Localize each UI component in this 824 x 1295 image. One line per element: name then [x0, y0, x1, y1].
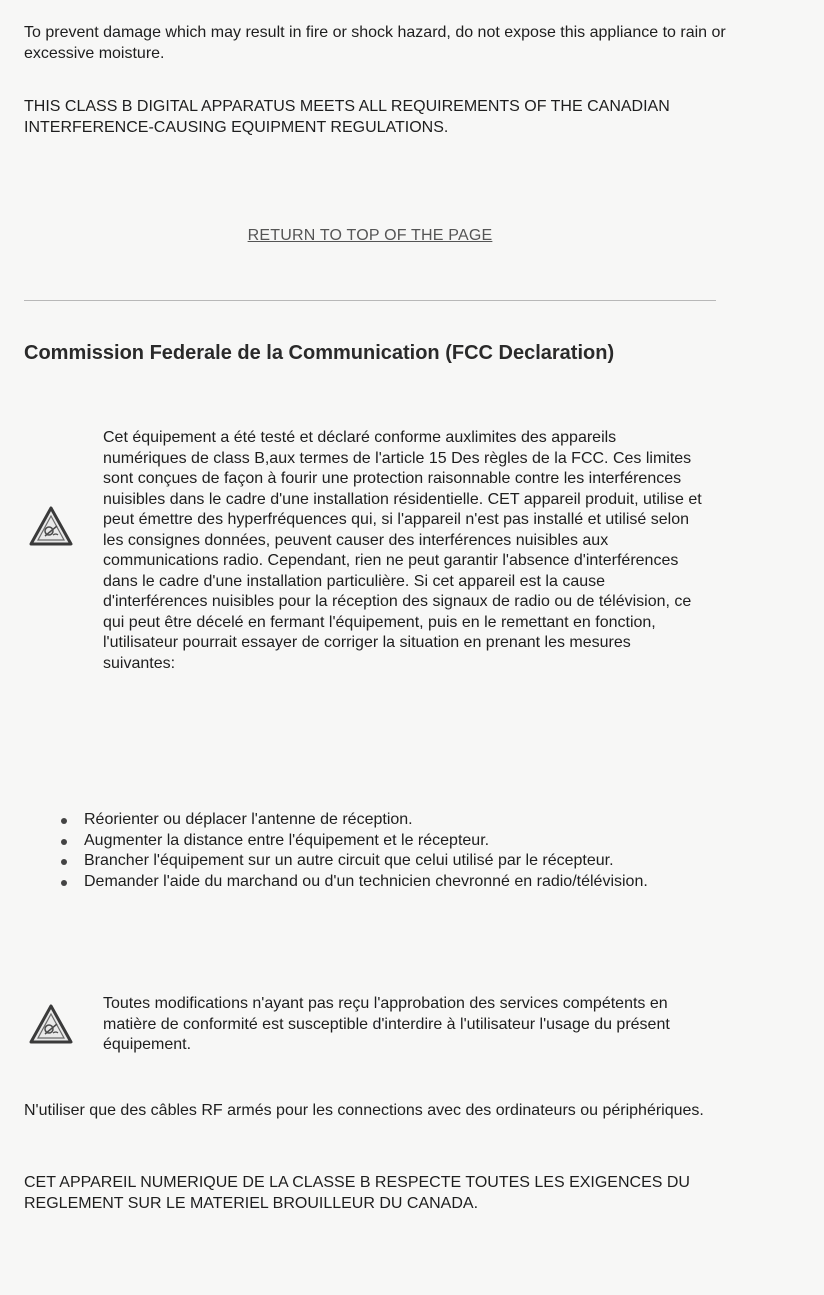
- fcc-notice-text: Cet équipement a été testé et déclaré conforme auxlimites des appareils numériques de class B,aux termes de l'article 15 Des règles de la FCC. Ces limites sont conçues de façon à fourir une protection raisonnable contre les interférences nuisibles dans le cadre d'une installation résidentielle. CET appareil produit, utilise et peut émettre des hyperfréquences qui, si l'appareil n'est pas installé et utilisé selon les consignes données, peuvent causer des interférences nuisibles aux communications radio. Cependant, rien ne peut garantir l'absence d'interférences dans le cadre d'une installation particulière. Si cet appareil est la cause d'interférences nuisibles pour la réception des signaux de radio ou de télévision, ce qui peut être décelé en fermant l'équipement, puis en le remettant en fonction, l'utilisateur pourrait essayer de corriger la situation en prenant les mesures suivantes:: [103, 429, 702, 672]
- list-item: Augmenter la distance entre l'équipement et le récepteur.: [38, 831, 678, 852]
- list-item: Réorienter ou déplacer l'antenne de réception.: [38, 810, 678, 831]
- canada-compliance-english: THIS CLASS B DIGITAL APPARATUS MEETS ALL REQUIREMENTS OF THE CANADIAN INTERFERENCE-CAUSING EQUIPMENT REGULATIONS.: [24, 98, 670, 136]
- warning-triangle-icon: [28, 505, 74, 547]
- section-divider: [24, 300, 716, 301]
- fcc-section-heading: Commission Federale de la Communication (FCC Declaration): [24, 342, 615, 364]
- canada-compliance-french: CET APPAREIL NUMERIQUE DE LA CLASSE B RESPECTE TOUTES LES EXIGENCES DU REGLEMENT SUR LE MATERIEL BROUILLEUR DU CANADA.: [24, 1174, 690, 1212]
- list-item: Brancher l'équipement sur un autre circuit que celui utilisé par le récepteur.: [38, 851, 678, 872]
- corrective-measures-list: [38, 810, 678, 892]
- warning-triangle-icon: [28, 1003, 74, 1045]
- moisture-warning-text: To prevent damage which may result in fire or shock hazard, do not expose this appliance to rain or excessive moisture.: [24, 24, 726, 62]
- list-item: Demander l'aide du marchand ou d'un technicien chevronné en radio/télévision.: [38, 872, 678, 893]
- cable-notice-text: N'utiliser que des câbles RF armés pour les connections avec des ordinateurs ou périphériques.: [24, 1102, 704, 1119]
- return-to-top-link[interactable]: RETURN TO TOP OF THE PAGE: [247, 227, 493, 244]
- modification-notice-text: Toutes modifications n'ayant pas reçu l'approbation des services compétents en matière de conformité est susceptible d'interdire à l'utilisateur l'usage du présent équipement.: [103, 995, 670, 1053]
